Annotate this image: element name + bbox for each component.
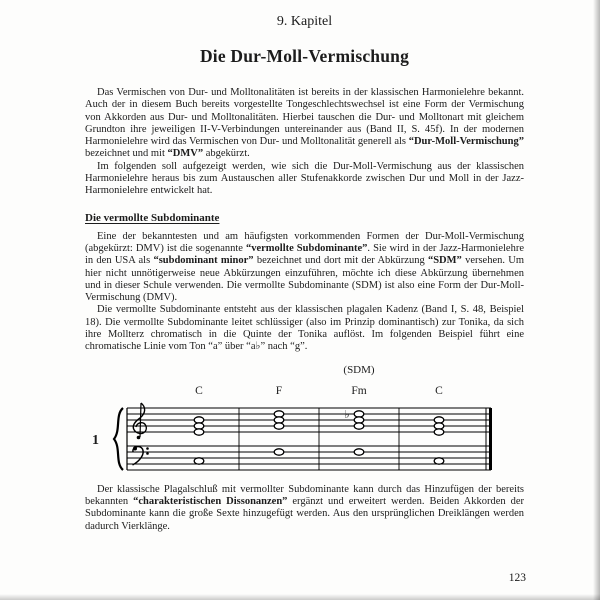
bass-note-c2 [434, 457, 444, 463]
flat-accidental-icon: ♭ [344, 408, 350, 421]
page-content [85, 14, 524, 533]
chord-symbol: C [435, 384, 443, 397]
bass-clef [133, 446, 149, 465]
page-number: 123 [508, 572, 526, 584]
chord-symbol: C [195, 384, 203, 397]
bass-note-c1 [194, 457, 204, 463]
page-edge-shadow-bottom [0, 594, 600, 600]
chord-symbol: Fm [351, 384, 367, 397]
treble-chord-c2 [434, 416, 444, 434]
sdm-label: (SDM) [343, 363, 375, 376]
chapter-heading: 9. Kapitel [276, 14, 333, 29]
bass-note-f2 [354, 448, 364, 454]
paragraph-overview: Im folgenden soll aufgezeigt werden, wie sich die Dur-Moll-Vermischung aus der klassischen Harmonielehre heraus bis zum Austauschen aller Stufenakkorde zwischen Dur und Moll in der Jazz-Harmonielehre entwickelt hat. [85, 160, 524, 197]
paragraph-sdm-origin: Die vermollte Subdominante entsteht aus der klassischen plagalen Kadenz (Band I, S. 48, Beispiel 18). Die vermollte Subdominante leitet schlüssiger (also im Prinzip dominantisch) zur Tonika, da sich ihre Mollterz chromatisch in die Quinte der Tonika auflöst. Im folgenden Beispiel führt eine chromatische Linie vom Ton “a” über “a♭” nach “g”. [85, 304, 524, 353]
bass-note-f1 [274, 448, 284, 454]
final-barline [489, 408, 492, 470]
chord-symbols [195, 385, 443, 397]
page-title: Die Dur-Moll-Vermischung [199, 46, 410, 66]
paragraph-sdm-definition: Eine der bekanntesten und am häufigsten vorkommenden Formen der Dur-Moll-Vermischung (abgekürzt: DMV) ist die sogenannte “vermollte Subdominante”. Sie wird in der Jazz-Harmonielehre in den USA als “subdominant minor” bezeichnet und dort mit der Abkürzung “SDM” versehen. Um hier nicht unnötigerweise neue Abkürzungen einzuführen, möchte ich diese Abkürzung übernehmen und in dieser Schule verwenden. Die vermollte Subdominante (SDM) ist also eine Form der Dur-Moll-Vermischung (DMV). [85, 230, 525, 304]
chord-symbol: F [275, 384, 283, 397]
section-heading: Die vermollte Subdominante [85, 211, 220, 224]
treble-chord-f [274, 410, 284, 428]
music-notation-svg [87, 360, 517, 478]
system-brace [114, 408, 123, 470]
music-example [85, 360, 524, 478]
page-edge-shadow-right [593, 0, 600, 600]
example-number: 1 [92, 432, 99, 448]
barlines [127, 408, 486, 470]
paragraph-plagal-close: Der klassische Plagalschluß mit vermollter Subdominante kann durch das Hinzufügen der bereits bekannten “charakteristischen Dissonanzen” ergänzt und erweitert werden. Beiden Akkorden der Subdominante kann die große Sexte hinzugefügt werden. Aus den ursprünglichen Dreiklängen werden dadurch Vierklänge. [85, 483, 524, 532]
treble-chord-fm [354, 410, 364, 428]
treble-chord-c1 [194, 416, 204, 434]
paragraph-intro: Das Vermischen von Dur- und Molltonalitäten ist bereits in der klassischen Harmonielehre bekannt. Auch der in diesem Buch bereits vorgestellte Tongeschlechtswechsel ist eine Form der Vermischung von Akkorden aus Dur- und Molltonalitäten. Hierbei tauschen die Dur- und Molltonart mit gleichem Grundton ihre jeweiligen II-V-Verbindungen untereinander aus (Band II, S. 45f). In der modernen Harmonielehre wird das Vermischen von Dur- und Molltonalität generell als “Dur-Moll-Vermischung” bezeichnet und mit “DMV” abgekürzt. [85, 87, 524, 160]
